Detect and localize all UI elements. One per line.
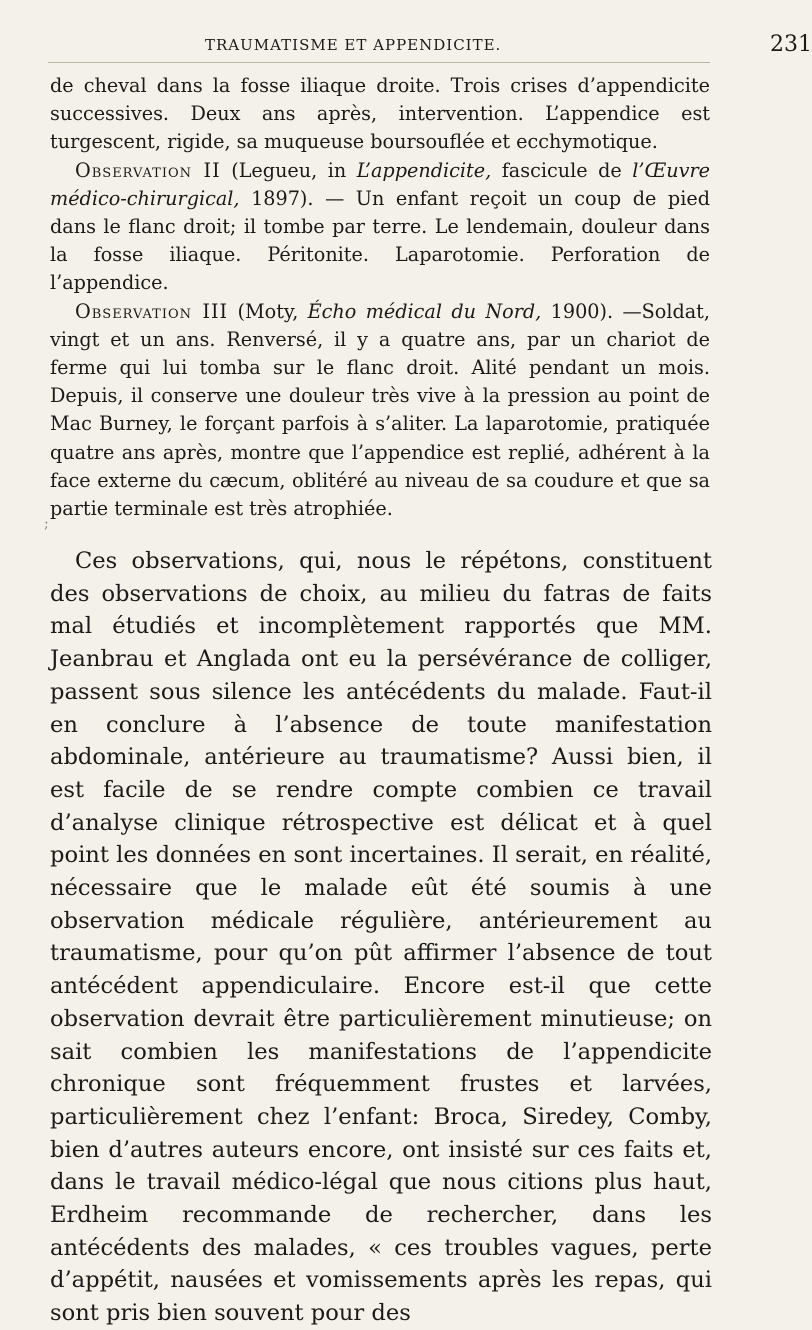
observation-ii-text-3: 1897). — Un enfant reçoit un coup de pied dans le flanc droit; il tombe par terre. Le lendemain, douleur dans la fosse iliaque. Péritonite. Laparotomie. Perforation de l’appendice.	[50, 186, 710, 295]
page-number: 231	[770, 32, 812, 57]
observation-ii-text-1: (Legueu, in	[220, 158, 357, 182]
observation-i-continuation: de cheval dans la fosse iliaque droite. Trois crises d’appendicite successives. Deux ans après, intervention. L’appendice est turgescent, rigide, sa muqueuse boursouflée et ecchymotique.	[50, 74, 710, 154]
page-header	[0, 32, 812, 60]
observation-ii-reference-2: l’Œuvre médico-chirurgical,	[50, 158, 710, 210]
observation-iii-text-1: (Moty,	[228, 299, 308, 323]
observation-iii	[50, 298, 710, 524]
observation-ii-reference: L’appendicite,	[356, 158, 492, 182]
observation-ii-text-2: fascicule de	[491, 158, 633, 182]
observation-iii-label: Observation III	[75, 299, 229, 323]
main-text	[50, 545, 712, 1330]
observation-iii-text-2: 1900). —Soldat, vingt et un ans. Renversé, il y a quatre ans, par un chariot de ferme qui lui tomba sur le flanc droit. Alité pendant un mois. Depuis, il conserve une douleur très vive à la pression au point de Mac Burney, le forçant parfois à s’aliter. La laparotomie, pratiquée quatre ans après, montre que l’appendice est replié, adhérent à la face externe du cæcum, oblitéré au niveau de sa coudure et que sa partie terminale est très atrophiée.	[50, 299, 710, 521]
body-paragraph: Ces observations, qui, nous le répétons, constituent des observations de choix, au milieu du fatras de faits mal étudiés et incomplètement rapportés que MM. Jeanbrau et Anglada ont eu la persévérance de colliger, passent sous silence les antécédents du malade. Faut-il en conclure à l’absence de toute manifestation abdominale, antérieure au traumatisme? Aussi bien, il est facile de se rendre compte combien ce travail d’analyse clinique rétrospective est délicat et à quel point les données en sont incertaines. Il serait, en réalité, nécessaire que le malade eût été soumis à une observation médicale régulière, antérieurement au traumatisme, pour qu’on pût affirmer l’absence de tout antécédent appendiculaire. Encore est-il que cette observation devrait être particulièrement minutieuse; on sait combien les manifestations de l’appendicite chronique sont fréquemment frustes et larvées, particulièrement chez l’enfant: Broca, Siredey, Comby, bien d’autres auteurs encore, ont insisté sur ces faits et, dans le travail médico-légal que nous citions plus haut, Erdheim recommande de rechercher, dans les antécédents des malades, « ces troubles vagues, perte d’appétit, nausées et vomissements après les repas, qui sont pris bien souvent pour des	[50, 548, 712, 1327]
running-title: TRAUMATISME ET APPENDICITE.	[205, 36, 502, 54]
header-rule	[48, 62, 710, 63]
observation-ii-label: Observation II	[75, 158, 221, 182]
observation-iii-reference: Écho médical du Nord,	[307, 299, 542, 323]
margin-mark: ;	[44, 516, 49, 532]
observation-section	[50, 72, 710, 523]
observation-ii	[50, 157, 710, 298]
